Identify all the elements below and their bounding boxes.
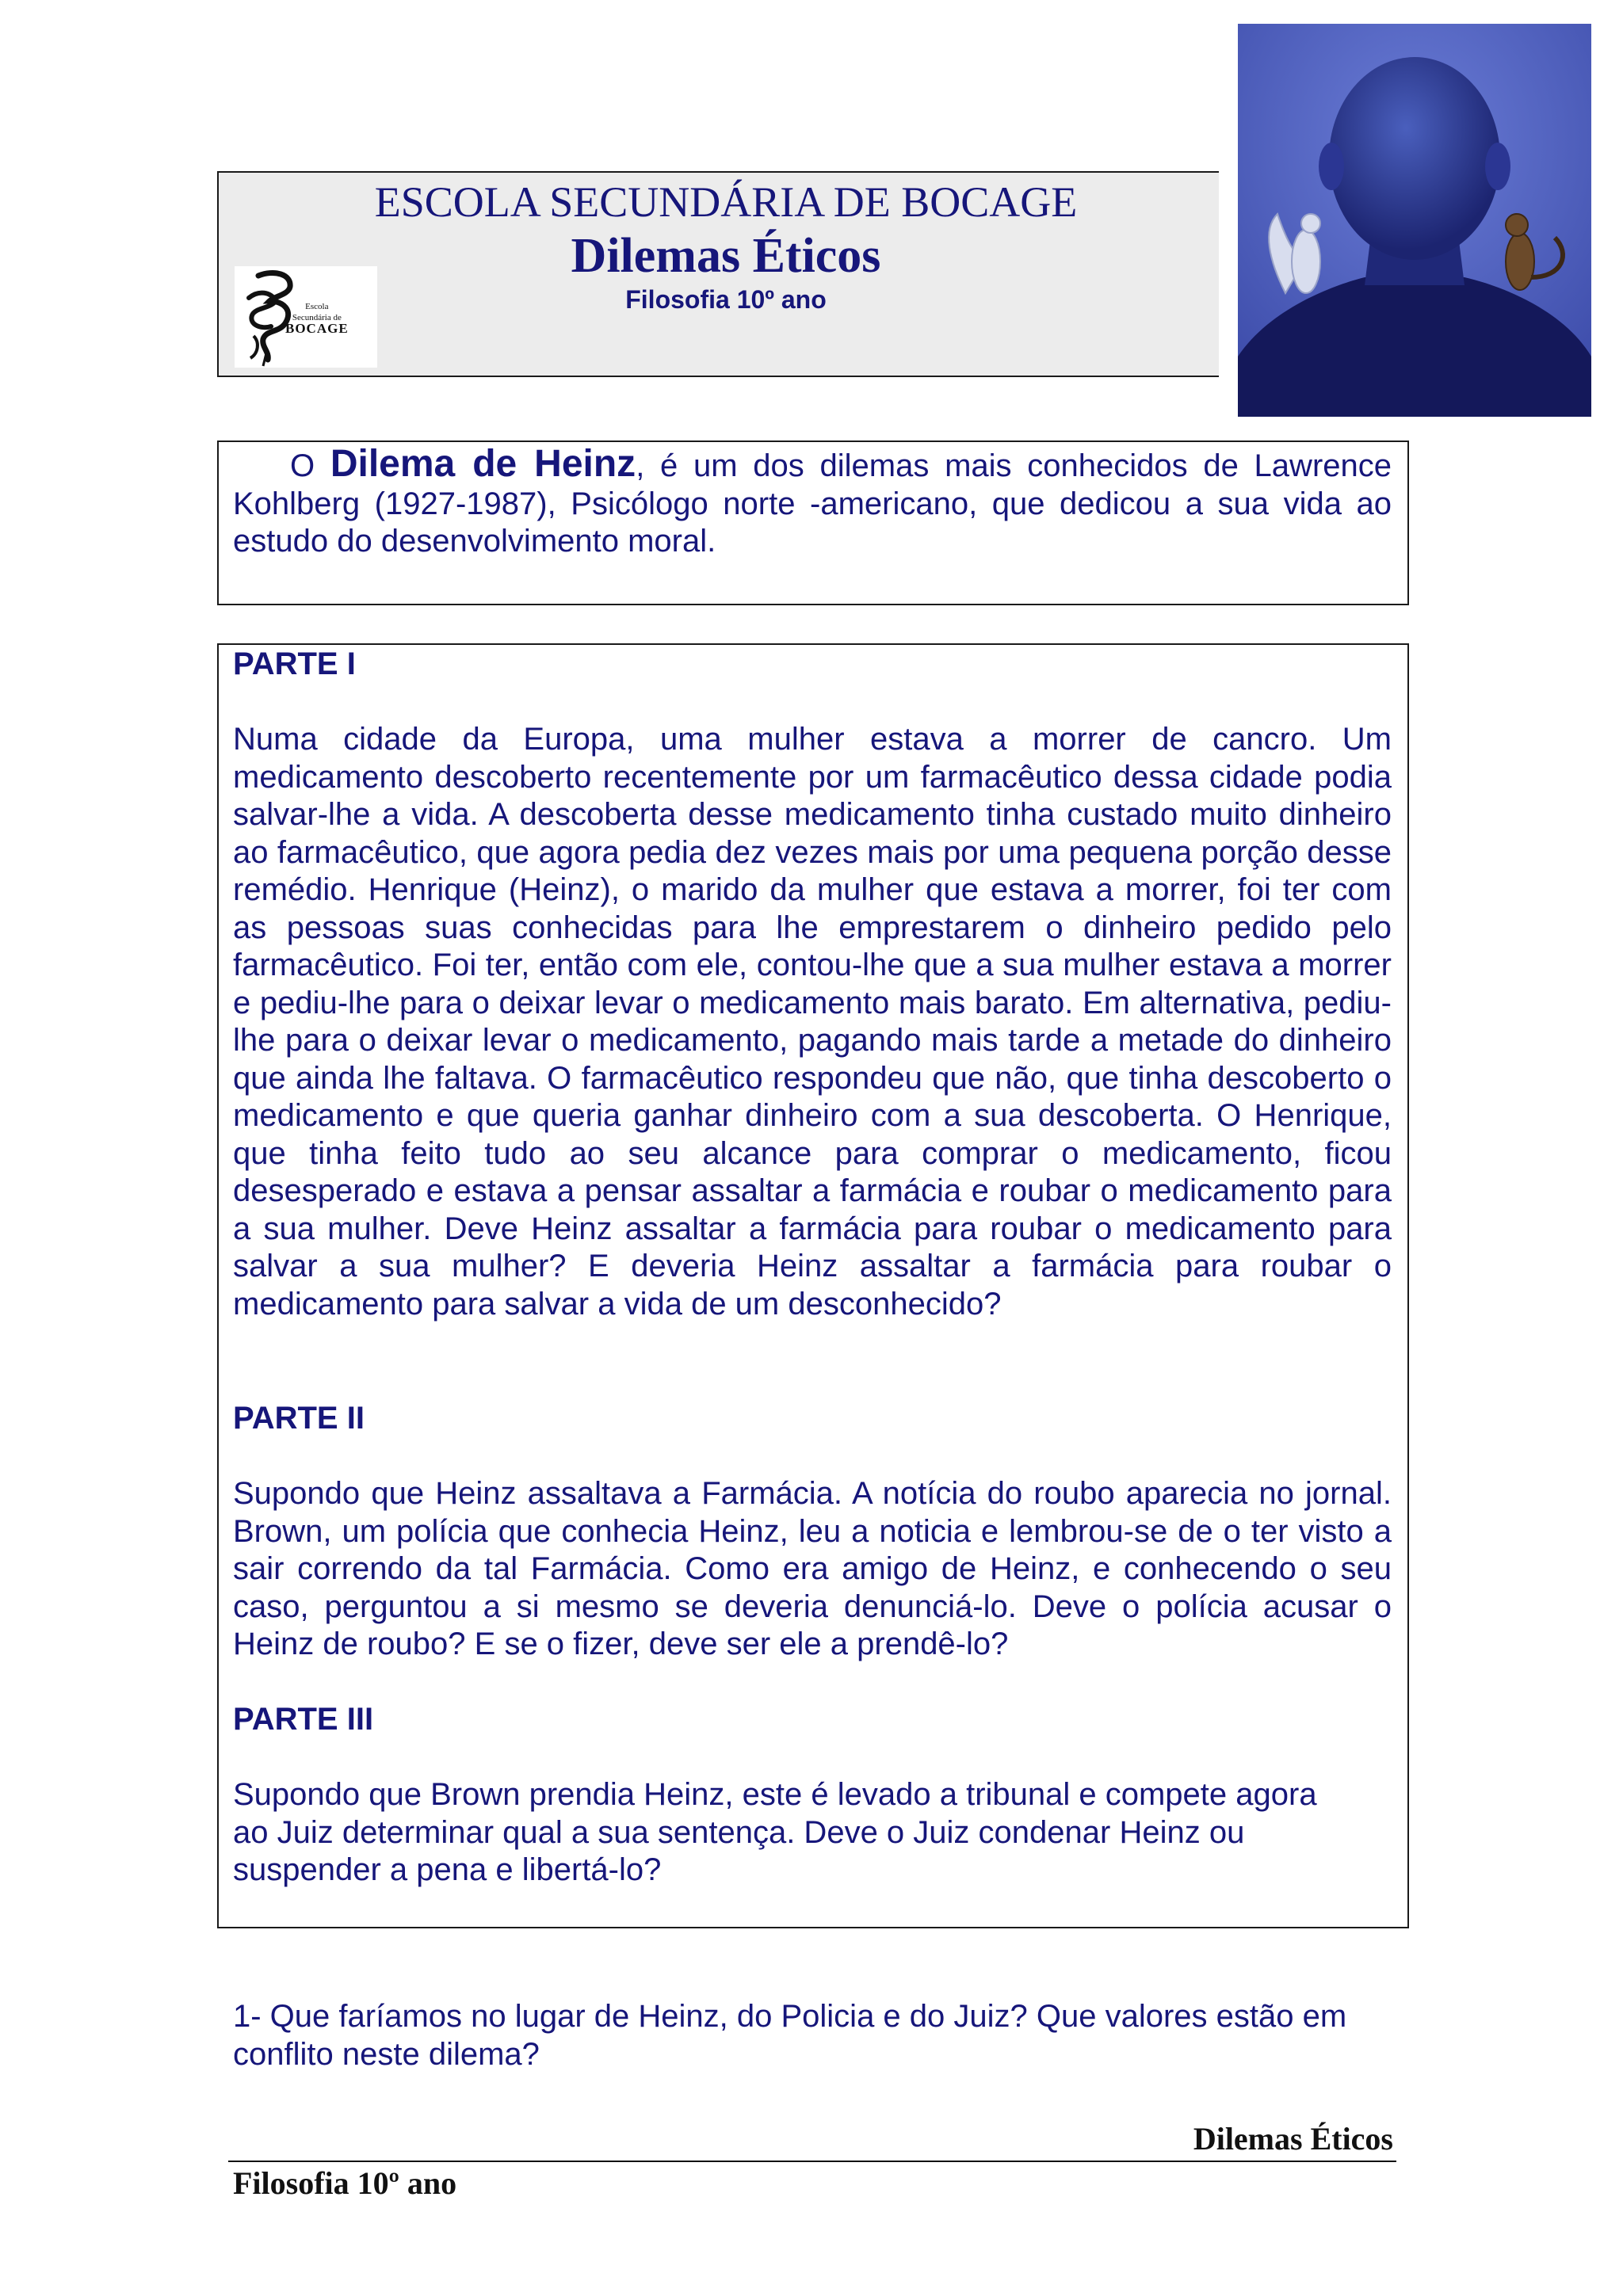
header-box	[217, 171, 1219, 377]
dilemma-name: Dilema de Heinz	[330, 443, 636, 485]
document-subtitle: Filosofia 10º ano	[625, 285, 827, 314]
question-1: 1- Que faríamos no lugar de Heinz, do Policia e do Juiz? Que valores estão em conflito neste dilema?	[233, 1999, 1347, 2072]
part-3-text: Supondo que Brown prendia Heinz, este é levado a tribunal e compete agora ao Juiz determinar qual a sua sentença. Deve o Juiz condenar Heinz ou suspender a pena e libertá-lo?	[233, 1777, 1317, 1887]
dilemma-illustration	[1238, 24, 1591, 417]
part-2-text: Supondo que Heinz assaltava a Farmácia. A notícia do roubo aparecia no jornal. Brown, um polícia que conhecia Heinz, leu a noticia e lembrou-se de o ter visto a sair correndo da tal Farmácia. Como era amigo de Heinz, e conhecendo o seu caso, perguntou a si mesmo se deveria denunciá-lo. Deve o polícia acusar o Heinz de roubo? E se o fizer, deve ser ele a prendê-lo?	[233, 1476, 1392, 1661]
part-1-title: PARTE I	[233, 646, 356, 681]
part-2-title: PARTE II	[233, 1401, 365, 1436]
intro-paragraph	[233, 445, 1392, 561]
document-title: Dilemas Éticos	[571, 229, 881, 283]
intro-prefix: O	[290, 448, 330, 483]
footer-divider	[228, 2161, 1396, 2162]
part-3-title: PARTE III	[233, 1702, 374, 1737]
part-1-text: Numa cidade da Europa, uma mulher estava a morrer de cancro. Um medicamento descoberto recentemente por um farmacêutico dessa cidade podia salvar-lhe a vida. A descoberta desse medicamento tinha custado muito dinheiro ao farmacêutico, que agora pedia dez vezes mais por uma pequena porção desse remédio. Henrique (Heinz), o marido da mulher que estava a morrer, foi ter com as pessoas suas conhecidas para lhe emprestarem o dinheiro pedido pelo farmacêutico. Foi ter, então com ele, contou-lhe que a sua mulher estava a morrer e pediu-lhe para o deixar levar o medicamento mais barato. Em alternativa, pediu-lhe para o deixar levar o medicamento, pagando mais tarde a metade do dinheiro que ainda lhe faltava. O farmacêutico respondeu que não, que tinha descoberto o medicamento e que queria ganhar dinheiro com a sua descoberta. O Henrique, que tinha feito tudo ao seu alcance para comprar o medicamento, ficou desesperado e estava a pensar assaltar a farmácia e roubar o medicamento para a sua mulher. Deve Heinz assaltar a farmácia para roubar o medicamento para salvar a sua mulher? E deveria Heinz assaltar a farmácia para roubar o medicamento para salvar a vida de um desconhecido?	[233, 722, 1392, 1322]
footer-subject: Filosofia 10º ano	[233, 2165, 457, 2201]
footer-title: Dilemas Éticos	[1193, 2121, 1393, 2157]
logo-text: Escola Secundária de BOCAGE	[285, 302, 349, 336]
school-name: ESCOLA SECUNDÁRIA DE BOCAGE	[374, 178, 1078, 226]
intro-rest: , é um dos dilemas mais conhecidos de Lawrence Kohlberg (1927-1987), Psicólogo norte -americano, que dedicou a sua vida ao estudo do desenvolvimento moral.	[233, 448, 1392, 559]
school-logo	[235, 266, 377, 368]
